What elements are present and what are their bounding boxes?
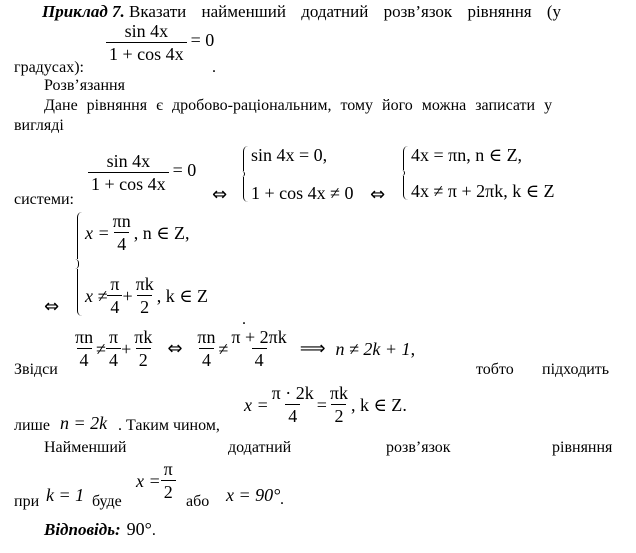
system-label: системи: [14,191,74,208]
x-den3: 2 [161,480,176,501]
x-dot: . [402,394,407,415]
sys-numerator: sin 4x [106,151,151,171]
ineq-den1: 4 [77,348,92,369]
fits: підходить [542,361,610,378]
ineq-den3: 2 [136,348,151,369]
x-lhs2: x = [136,470,161,491]
smallest: Найменший [44,439,127,456]
positive: додатний [228,439,292,456]
example-heading-line [42,3,561,20]
ineq-fraction3 [131,328,155,369]
x-fraction3 [161,460,176,501]
sys3-row2-tail: , k ∈ Z [156,285,209,306]
sys-rhs: = 0 [172,160,197,181]
sys3-row2-fraction2 [133,275,157,316]
sys3-row1 [85,212,208,253]
system-2 [398,146,555,200]
sys3-row2 [85,275,208,316]
sys3-row1-lhs: x = [85,222,110,243]
equation: рівняння [552,439,613,456]
task-end: градусах): [14,59,84,76]
task-equation [106,22,214,63]
ineq-num1: πn [75,327,94,347]
sys3-dot: . [242,311,246,328]
sys2-row2: 4x ≠ π + 2πk, k ∈ Z [411,181,555,201]
at: при [14,493,40,510]
k-one: k = 1 [46,485,85,505]
answer-label: Відповідь: [44,520,121,539]
brace-icon [238,146,247,202]
intro-line-1: Дане рівняння є дробово-раціональним, тому його можна записати у [44,97,553,114]
example-task: Вказати найменший додатний розв’язок рівняння (у [129,2,562,21]
or: або [186,493,210,510]
thus: . Таким чином, [118,417,220,434]
ineq-neq2: ≠ [218,338,229,359]
that-is: тобто [476,361,514,378]
sys-denominator: 1 + cos 4x [88,172,169,193]
equiv-arrow-4: ⇔ [167,337,183,359]
task-rhs: = 0 [190,30,215,51]
sys1-row1: sin 4x = 0, [251,145,328,165]
x-fraction1 [269,384,317,425]
from-here: Звідси [14,361,58,378]
system-3 [72,212,208,316]
sys3-row2-fraction1 [107,275,122,316]
x-lhs: x = [244,394,269,415]
brace-icon [72,212,81,316]
ineq-den4: 4 [199,348,214,369]
answer-value: 90° [126,519,152,539]
sys3-row2-num1: π [110,274,120,294]
ineq-plus: + [121,338,132,359]
will-be: буде [92,493,122,510]
intro-line-2: вигляді [14,117,64,134]
sys3-row2-den1: 4 [107,295,122,316]
ineq-num3: πk [134,327,153,347]
x-eq2: = [316,394,327,415]
answer-dot: . [151,522,156,539]
sys3-row2-num2: πk [135,274,154,294]
sys3-row2-lhs: x ≠ [85,285,108,306]
brace-icon [398,146,407,200]
ineq-den2: 4 [106,348,121,369]
x-den1: 4 [285,404,300,425]
final-dot: . [280,491,284,508]
task-numerator: sin 4x [124,21,169,41]
task-period: . [212,59,216,76]
system-equation [88,152,196,193]
x-deg: x = 90° [226,485,281,505]
sys3-row2-den2: 2 [137,295,152,316]
only: лише [14,417,50,434]
system-1 [238,146,354,202]
sys3-row1-den: 4 [114,232,129,253]
inequality-chain [72,328,415,369]
solution-heading: Розв’язання [44,77,125,94]
sys-fraction [88,152,169,193]
x-expression [244,384,407,425]
root: розв’язок [386,439,451,456]
ineq-num2: π [108,327,119,347]
ineq-fraction2 [106,328,121,369]
x-fraction2 [327,384,351,425]
n-result: n ≠ 2k + 1 [335,338,411,359]
sys1-row2: 1 + cos 4x ≠ 0 [251,183,354,203]
implies-arrow: ⟹ [299,337,326,359]
sys2-row1: 4x = πn, n ∈ Z, [411,145,523,165]
equiv-arrow-3: ⇔ [44,296,60,317]
x-pi-half [136,460,176,501]
ineq-fraction1 [72,328,96,369]
equiv-arrow-2: ⇔ [370,184,386,205]
ineq-num4: πn [197,327,216,347]
x-num2: πk [329,383,348,403]
sys3-row1-tail: , n ∈ Z, [133,222,190,243]
sys3-row2-plus: + [122,285,133,306]
n-eq: n = 2k [60,413,108,433]
ineq-neq1: ≠ [96,338,106,359]
x-num1: π · 2k [271,383,314,403]
ineq-fraction4 [194,328,218,369]
sys3-row1-num: πn [112,211,131,231]
task-denominator: 1 + cos 4x [106,42,187,63]
ineq-num5: π + 2πk [231,327,287,347]
answer-line [44,520,156,539]
sys3-row1-fraction [110,212,134,253]
ineq-fraction5 [228,328,289,369]
x-num3: π [163,459,173,479]
example-heading: Приклад 7. [42,2,125,21]
x-den2: 2 [331,404,346,425]
task-fraction [106,22,187,63]
ineq-den5: 4 [252,348,267,369]
x-tail: , k ∈ Z [350,394,403,415]
n-result-comma: , [410,338,416,359]
equiv-arrow-1: ⇔ [212,184,228,205]
